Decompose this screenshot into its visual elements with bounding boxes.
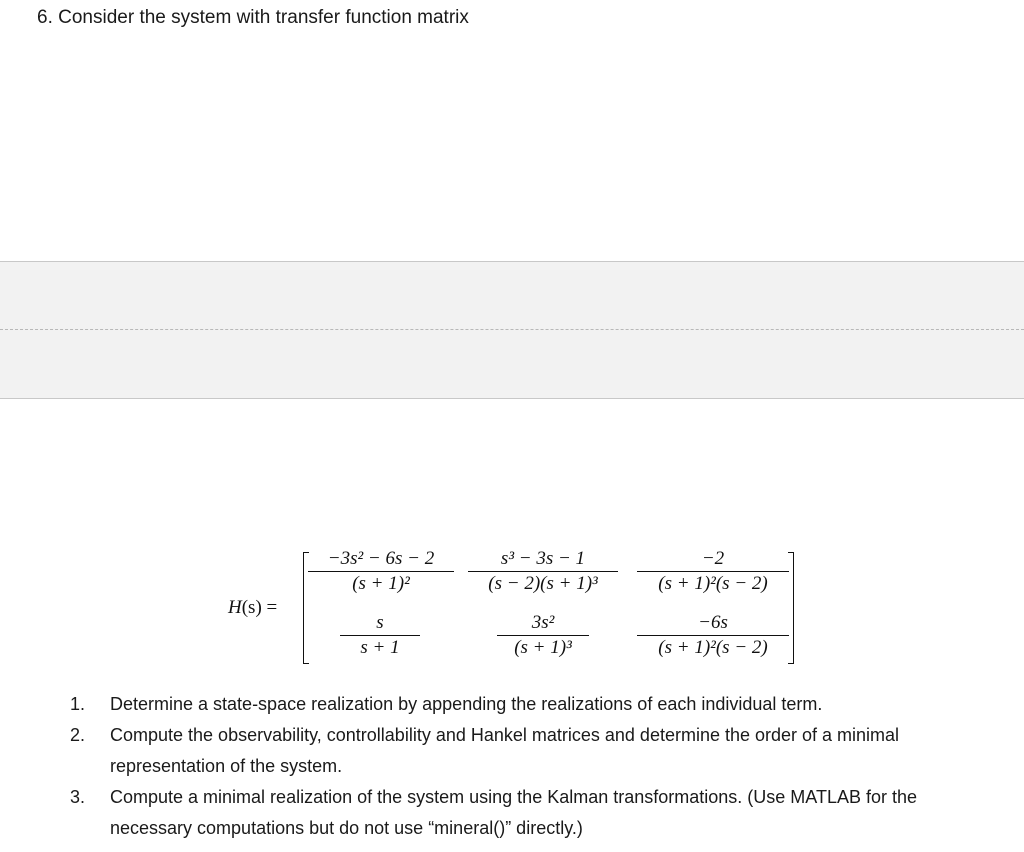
matrix-entry-r1c2 [468, 547, 618, 596]
item-number: 3. [70, 787, 86, 807]
entry-numerator: s³ − 3s − 1 [500, 548, 586, 569]
matrix-entry-r1c3 [637, 547, 789, 596]
entry-numerator: 3s² [531, 612, 555, 633]
entry-denominator: (s + 1)³ [514, 637, 572, 658]
entry-denominator: (s + 1)² [352, 573, 410, 594]
matrix-entry-r2c2 [497, 611, 589, 660]
list-item [70, 689, 990, 720]
item-text: Compute the observability, controllability and Hankel matrices and determine the order of a minimal representation of the system. [110, 725, 900, 776]
matrix-entry-r2c1 [340, 611, 420, 660]
item-number: 1. [70, 694, 86, 714]
item-number: 2. [70, 725, 86, 745]
item-text: Compute a minimal realization of the system using the Kalman transformations. (Use MATLAB for the necessary computations but do not use “mineral()” directly.) [110, 787, 918, 838]
entry-numerator: −2 [701, 548, 725, 569]
entry-denominator: (s + 1)²(s − 2) [658, 637, 768, 658]
item-text: Determine a state-space realization by appending the realizations of each individual term. [110, 694, 823, 714]
equation-lhs [228, 597, 277, 619]
lhs-argument: (s) = [241, 597, 278, 618]
entry-denominator: (s − 2)(s + 1)³ [488, 573, 598, 594]
matrix-entry-r1c1 [308, 547, 454, 596]
entry-numerator: −6s [698, 612, 728, 633]
lhs-variable: H [228, 597, 242, 618]
task-list [70, 689, 990, 844]
entry-denominator: s + 1 [360, 637, 400, 658]
matrix-entry-r2c3 [637, 611, 789, 660]
list-item [70, 720, 990, 782]
answer-placeholder-band [0, 261, 1024, 399]
dashed-divider [0, 329, 1024, 330]
entry-denominator: (s + 1)²(s − 2) [658, 573, 768, 594]
entry-numerator: −3s² − 6s − 2 [327, 548, 435, 569]
question-title: 6. Consider the system with transfer function matrix [37, 7, 469, 28]
list-item [70, 782, 990, 844]
entry-numerator: s [376, 612, 384, 633]
